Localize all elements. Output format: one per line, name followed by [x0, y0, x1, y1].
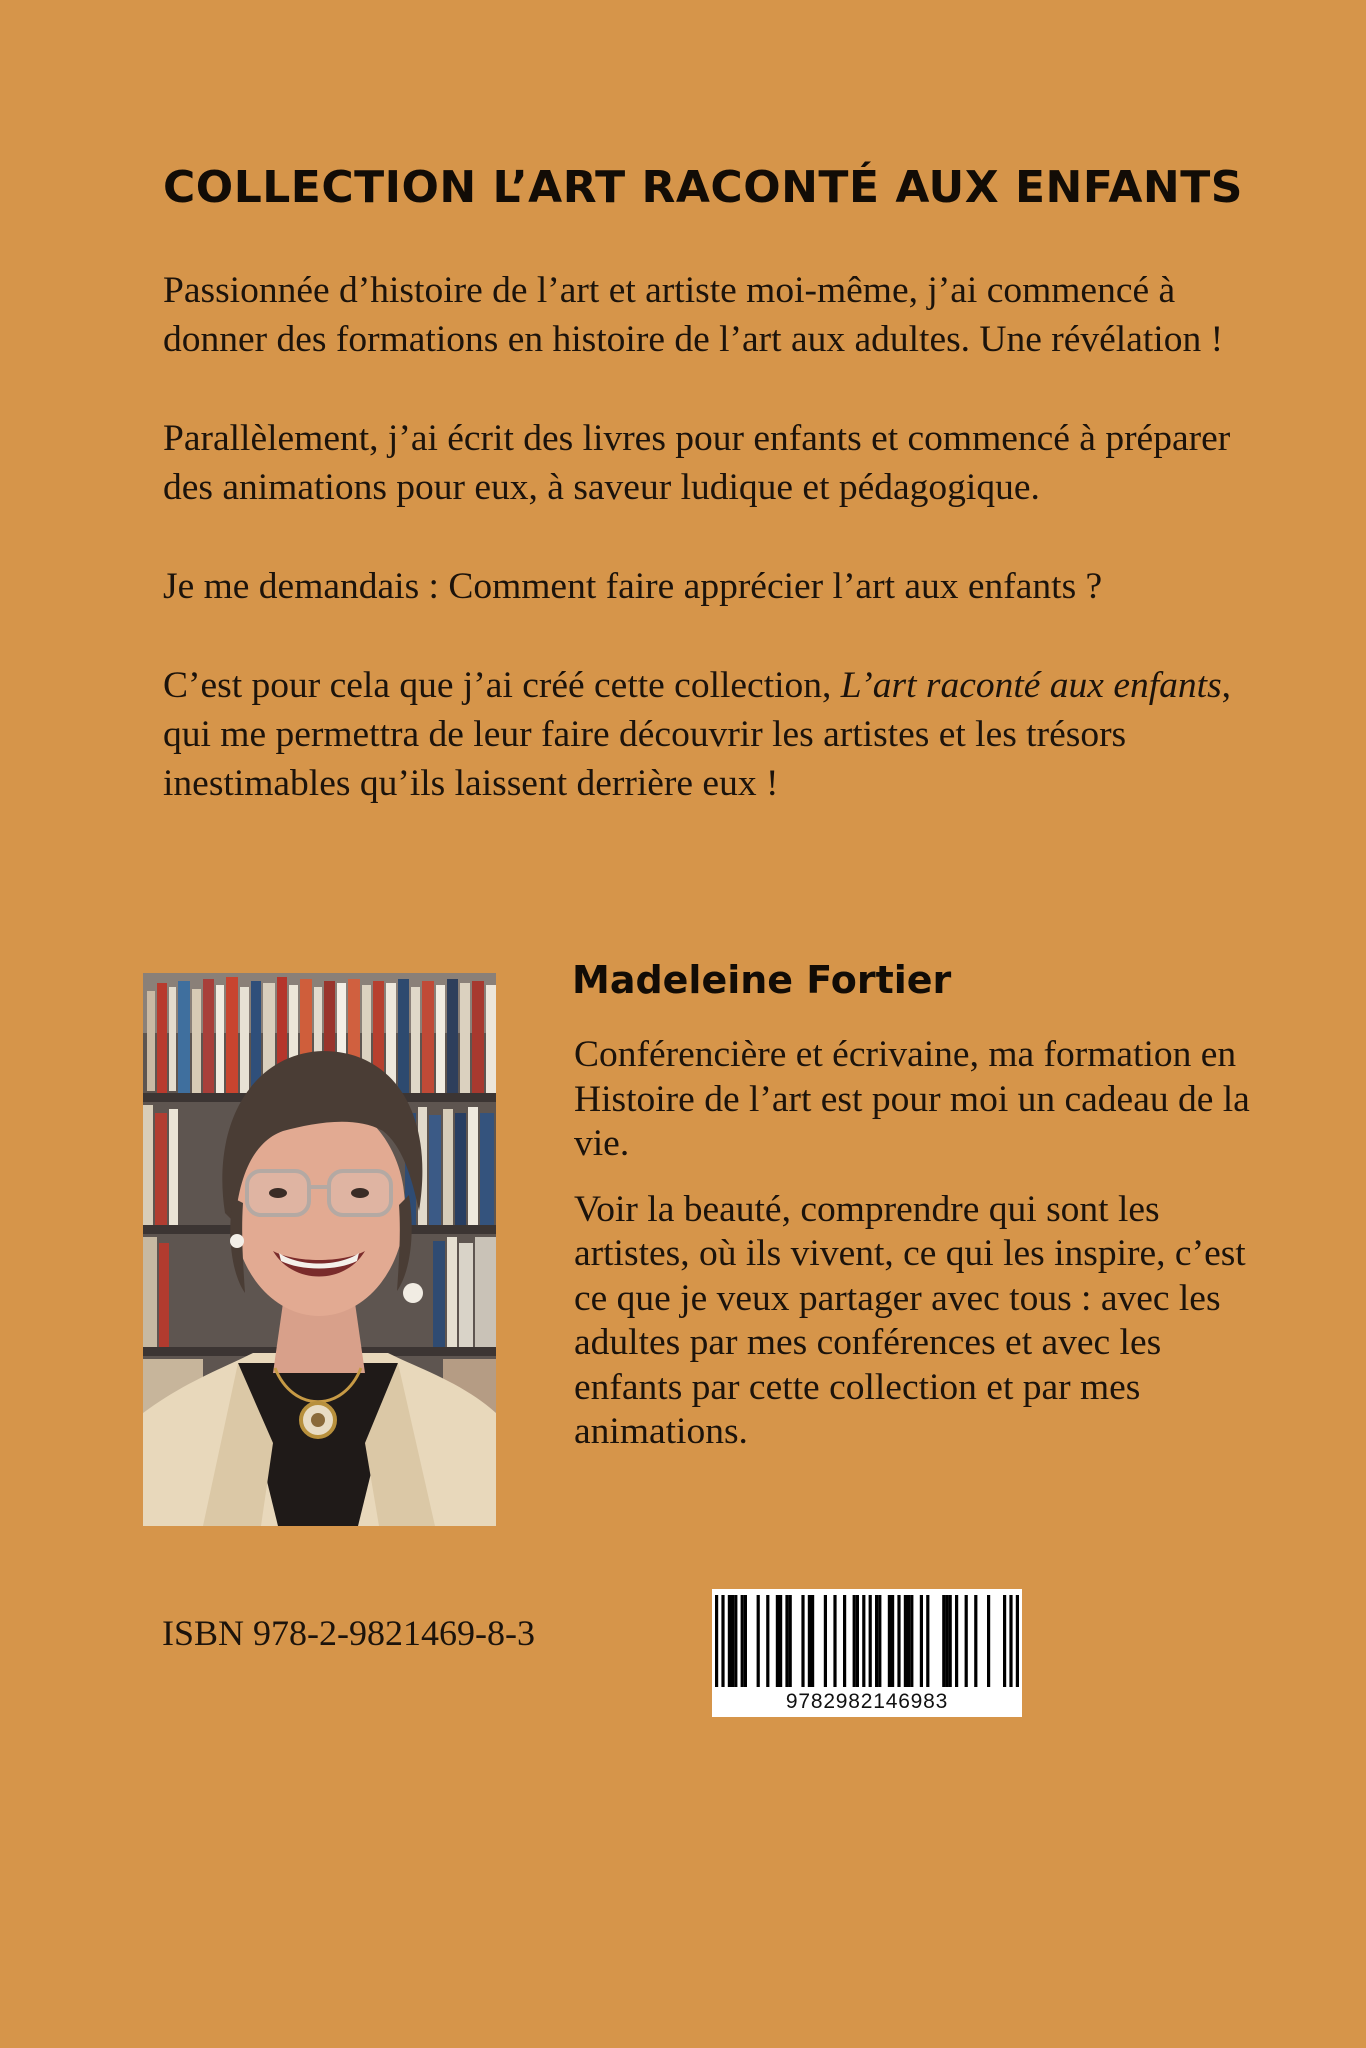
collection-title: COLLECTION L’ART RACONTÉ AUX ENFANTS: [163, 162, 1243, 213]
collection-name-italic: L’art raconté aux enfants: [840, 665, 1222, 706]
barcode-bar: [897, 1595, 900, 1687]
barcode-bar: [766, 1595, 769, 1687]
barcode-bar: [744, 1595, 747, 1687]
barcode-bar: [734, 1595, 737, 1687]
barcode-bar: [776, 1595, 779, 1687]
intro-text-run: C’est pour cela que j’ai créé cette collection,: [163, 665, 841, 706]
barcode-bar: [789, 1595, 792, 1687]
barcode-bar: [843, 1595, 846, 1687]
author-photo: [143, 973, 496, 1526]
bio-paragraph: Conférencière et écrivaine, ma formation en Histoire de l’art est pour moi un cadeau de la vie.: [574, 1034, 1250, 1164]
author-bio: [574, 1033, 1274, 1476]
intro-text: [163, 266, 1283, 808]
barcode-bar: [926, 1595, 929, 1687]
barcode-bar: [721, 1595, 724, 1687]
barcode-bar: [824, 1595, 827, 1687]
barcode-bar: [965, 1595, 968, 1687]
barcode-bar: [888, 1595, 891, 1687]
barcode-digits: 9782982146983: [785, 1690, 949, 1713]
intro-paragraph: Passionnée d’histoire de l’art et artiste moi-même, j’ai commencé à donner des formations en histoire de l’art aux adultes. Une révélation !: [163, 270, 1224, 360]
barcode-bar: [779, 1595, 782, 1687]
barcode-bar: [741, 1595, 744, 1687]
barcode: [712, 1589, 1022, 1717]
barcode-bar: [808, 1595, 811, 1687]
barcode-bar: [801, 1595, 804, 1687]
bio-paragraph: Voir la beauté, comprendre qui sont les artistes, où ils vivent, ce qui les inspire, c’est ce que je veux partager avec tous : avec les adultes par mes conférences et avec les enfants par cette collection et par mes animations.: [574, 1188, 1246, 1452]
barcode-bar: [785, 1595, 788, 1687]
author-name: Madeleine Fortier: [572, 958, 952, 1002]
intro-paragraph: Parallèlement, j’ai écrit des livres pour enfants et commencé à préparer des animations pour eux, à saveur ludique et pédagogique.: [163, 418, 1231, 508]
barcode-bar: [833, 1595, 836, 1687]
barcode-bar: [715, 1595, 718, 1687]
barcode-bar: [987, 1595, 990, 1687]
barcode-bar: [878, 1595, 881, 1687]
barcode-bar: [728, 1595, 731, 1687]
barcode-bar: [731, 1595, 734, 1687]
barcode-bar: [949, 1595, 952, 1687]
intro-paragraph: [163, 661, 1283, 808]
intro-text-run: , qui me permettra de leur faire découvrir les artistes et les trésors inestimables qu’ils laissent derrière eux !: [163, 665, 1232, 804]
barcode-bar: [1009, 1595, 1012, 1687]
barcode-bar: [945, 1595, 948, 1687]
barcode-bar: [910, 1595, 913, 1687]
barcode-bar: [907, 1595, 910, 1687]
barcode-bar: [869, 1595, 872, 1687]
barcode-bar: [942, 1595, 945, 1687]
barcode-bar: [1003, 1595, 1006, 1687]
barcode-bar: [955, 1595, 958, 1687]
barcode-bar: [920, 1595, 923, 1687]
barcode-bar: [1016, 1595, 1019, 1687]
barcode-bar: [757, 1595, 760, 1687]
intro-paragraph: Je me demandais : Comment faire apprécier l’art aux enfants ?: [163, 566, 1103, 607]
barcode-bar: [853, 1595, 856, 1687]
barcode-bar: [862, 1595, 865, 1687]
barcode-bar: [891, 1595, 894, 1687]
isbn-number: ISBN 978-2-9821469-8-3: [162, 1613, 535, 1653]
barcode-bar: [904, 1595, 907, 1687]
barcode-bar: [856, 1595, 859, 1687]
barcode-bar: [974, 1595, 977, 1687]
barcode-bar: [811, 1595, 814, 1687]
barcode-bar: [875, 1595, 878, 1687]
